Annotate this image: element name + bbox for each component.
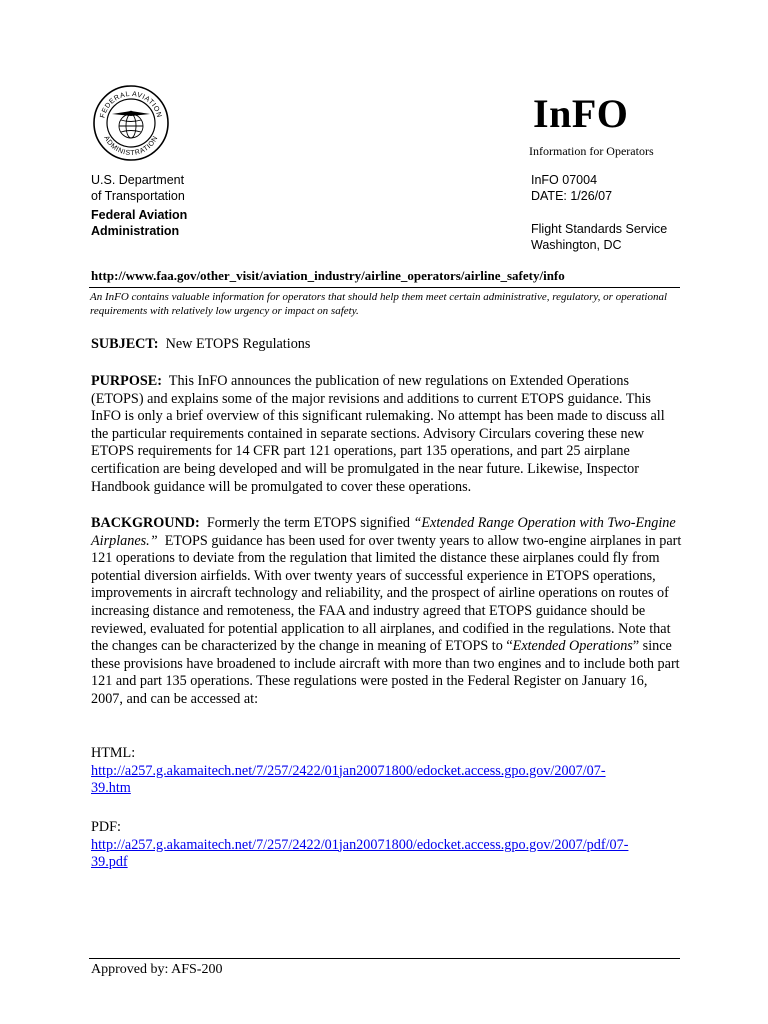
purpose-paragraph	[91, 373, 682, 496]
purpose-text: This InFO announces the publication of new regulations on Extended Operations (ETOPS) and explains some of the major revisions and additions to current ETOPS guidance. This InFO is only a brief overview of this significant rulemaking. No attempt has been made to discuss all the particular requirements contained in separate sections. Advisory Circulars covering these new ETOPS requirements for 14 CFR part 121 operations, part 135 operations, and part 25 airplane certification are being developed and will be promulgated in the near future. Likewise, Inspector Handbook guidance will be promulgated to cover these operations.	[91, 373, 665, 495]
pdf-label: PDF:	[91, 819, 121, 835]
background-paragraph	[91, 515, 682, 709]
faa-seal-logo	[92, 84, 170, 162]
html-document-link[interactable]	[91, 763, 606, 797]
html-link-line-2: 39.htm	[91, 780, 131, 797]
agency-line-2: Administration	[91, 224, 180, 238]
document-info-block	[531, 172, 612, 204]
pdf-link-block	[91, 819, 682, 872]
subject-paragraph	[91, 336, 682, 354]
info-subtitle: Information for Operators	[529, 144, 654, 158]
purpose-label: PURPOSE:	[91, 373, 162, 389]
disclaimer-text: An InFO contains valuable information for operators that should help them meet certain administrative, regulatory, or operational requirements with relatively low urgency or impact on safety.	[90, 291, 668, 317]
approved-by: Approved by: AFS-200	[91, 962, 223, 977]
subject-label: SUBJECT:	[91, 336, 159, 352]
document-date: DATE: 1/26/07	[531, 189, 613, 203]
html-link-line-1: http://a257.g.akamaitech.net/7/257/2422/01jan20071800/edocket.access.gpo.gov/2007/07-	[91, 762, 606, 779]
info-url[interactable]: http://www.faa.gov/other_visit/aviation_industry/airline_operators/airline_safety/info	[91, 268, 565, 283]
background-quote-2: Extended Operations	[512, 638, 633, 655]
background-text-3: ” since these provisions have broadened to include aircraft with more than two engines and to include both part 121 and part 135 operations. These regulations were posted in the Federal Register on January 16, 2007, and can be accessed at:	[91, 638, 680, 707]
background-label: BACKGROUND:	[91, 515, 200, 531]
seal-text-bottom: ADMINISTRATION	[102, 134, 160, 158]
seal-text-top: FEDERAL AVIATION	[99, 90, 163, 119]
agency-block	[91, 207, 187, 239]
subject-text: New ETOPS Regulations	[165, 336, 311, 352]
info-title: InFO	[533, 91, 629, 136]
pdf-document-link[interactable]	[91, 837, 628, 871]
service-location: Washington, DC	[531, 238, 622, 252]
department-line-2: of Transportation	[91, 189, 185, 203]
top-divider	[89, 287, 680, 288]
pdf-link-line-1: http://a257.g.akamaitech.net/7/257/2422/01jan20071800/edocket.access.gpo.gov/2007/pdf/07-	[91, 836, 629, 853]
service-block	[531, 221, 667, 253]
footer-divider	[89, 958, 680, 959]
department-block	[91, 172, 185, 204]
html-label: HTML:	[91, 745, 136, 761]
html-link-block	[91, 745, 682, 798]
pdf-link-line-2: 39.pdf	[91, 854, 128, 871]
service-name: Flight Standards Service	[531, 222, 668, 236]
document-number: InFO 07004	[531, 173, 598, 187]
agency-line-1: Federal Aviation	[91, 208, 188, 222]
background-quote-1: “Extended Range Operation with Two-Engine Airplanes.”	[91, 515, 676, 549]
background-text-1: Formerly the term ETOPS signified	[206, 515, 414, 531]
background-text-2: ETOPS guidance has been used for over twenty years to allow two-engine airplanes in part 121 operations to deviate from the regulation that limited the distance these airplanes could fly from potential diversion airfields. With over twenty years of successful experience in ETOPS operations, improvements in aircraft technology and reliability, and the prospect of airline operations on routes of increasing distance and remoteness, the FAA and industry agreed that ETOPS guidance should be reviewed, evaluated for potential application to all airplanes, and codified in the regulations. Note that the changes can be characterized by the change in meaning of ETOPS to “	[91, 532, 682, 655]
department-line-1: U.S. Department	[91, 173, 185, 187]
